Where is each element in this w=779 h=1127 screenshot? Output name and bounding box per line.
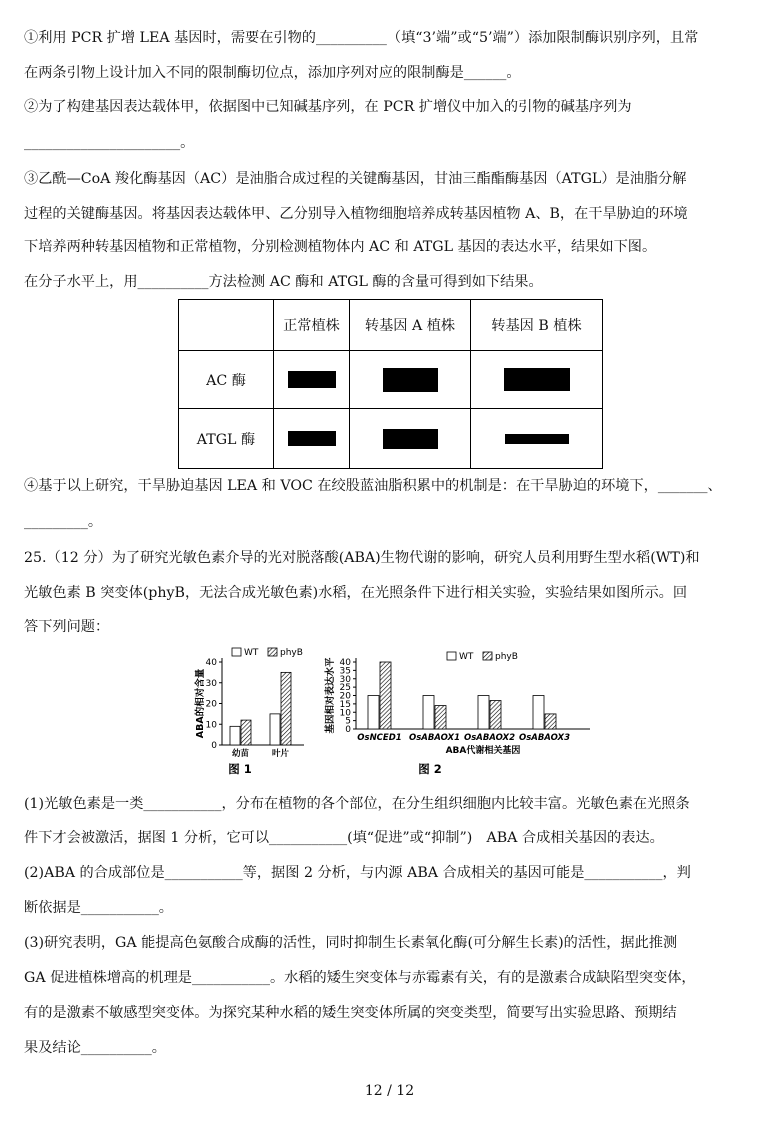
- text-line: 答下列问题：: [24, 619, 110, 635]
- x-tick-label: OsABAOX2: [463, 733, 516, 743]
- legend-label: WT: [244, 648, 259, 658]
- legend-swatch: [447, 652, 456, 660]
- text-line: ①利用 PCR 扩增 LEA 基因时，需要在引物的__________（填“3’端”或“5’端”）添加限制酶识别序列，且常: [24, 30, 699, 46]
- blot-band: [504, 368, 570, 391]
- text-line: 在分子水平上，用__________方法检测 AC 酶和 ATGL 酶的含量可得到如下结果。: [24, 274, 543, 290]
- text-line: 有的是激素不敏感型突变体。为探究某种水稻的矮生突变体所属的突变类型，简要写出实验思路、预期结: [24, 1005, 677, 1021]
- bar-WT: [533, 696, 544, 730]
- legend-label: WT: [459, 652, 474, 662]
- legend-label: phyB: [280, 648, 303, 658]
- bar-WT: [478, 696, 489, 730]
- y-tick-label: 30: [205, 678, 217, 689]
- bar-phyB: [241, 720, 251, 745]
- figure-title: 图 1: [228, 762, 252, 776]
- table-row: [179, 409, 603, 469]
- y-tick-label: 40: [339, 658, 351, 668]
- x-tick-label: OsNCED1: [357, 733, 402, 743]
- text-line: (2)ABA 的合成部位是___________等，据图 2 分析，与内源 ABA 合成相关的基因可能是___________，判: [24, 865, 691, 881]
- text-line: ______________________。: [24, 135, 195, 151]
- y-tick-label: 15: [339, 699, 351, 710]
- legend-swatch: [483, 652, 492, 660]
- text-line: (1)光敏色素是一类___________，分布在植物的各个部位，在分生组织细胞内比较丰富。光敏色素在光照条: [24, 796, 690, 812]
- legend-swatch: [232, 648, 241, 656]
- x-tick-label: 叶片: [271, 749, 290, 759]
- page-number: 12 / 12: [364, 1083, 415, 1099]
- y-tick-label: 10: [205, 720, 217, 731]
- y-tick-label: 0: [345, 725, 351, 735]
- table-row: [179, 351, 603, 409]
- y-tick-label: 20: [339, 691, 351, 702]
- bar-WT: [423, 696, 434, 730]
- text-line: ③乙酰—CoA 羧化酶基因（AC）是油脂合成过程的关键酶基因，甘油三酯酯酶基因（ATGL）是油脂分解: [24, 171, 687, 187]
- text-line: 在两条引物上设计加入不同的限制酶切位点，添加序列对应的限制酶是______。: [24, 65, 521, 81]
- table-header-cell: [179, 300, 274, 351]
- blot-band: [383, 368, 438, 392]
- row-label: ATGL 酶: [179, 409, 274, 469]
- x-tick-label: 幼苗: [231, 749, 250, 759]
- y-tick-label: 0: [211, 741, 217, 751]
- bar-phyB: [435, 706, 446, 729]
- bar-WT: [270, 714, 280, 745]
- text-line: ④基于以上研究，干旱胁迫基因 LEA 和 VOC 在绞股蓝油脂积累中的机制是：在干旱胁迫的环境下，_______、: [24, 478, 722, 494]
- row-label: AC 酶: [179, 351, 274, 409]
- legend-label: phyB: [495, 652, 518, 662]
- y-tick-label: 35: [339, 666, 351, 677]
- legend-swatch: [268, 648, 277, 656]
- y-tick-label: 20: [205, 699, 217, 710]
- table-header-cell: 正常植株: [274, 300, 350, 351]
- bar-WT: [230, 726, 240, 745]
- bar-phyB: [380, 662, 391, 729]
- text-line: _________。: [24, 514, 103, 530]
- y-tick-label: 30: [339, 674, 351, 685]
- text-line: 过程的关键酶基因。将基因表达载体甲、乙分别导入植物细胞培养成转基因植物 A、B，在干旱胁迫的环境: [24, 206, 688, 222]
- table-header-row: [179, 300, 603, 351]
- text-line: 光敏色素 B 突变体(phyB，无法合成光敏色素)水稻，在光照条件下进行相关实验，实验结果如图所示。回: [24, 585, 688, 601]
- text-line: ②为了构建基因表达载体甲，依据图中已知碱基序列，在 PCR 扩增仪中加入的引物的碱基序列为: [24, 99, 632, 115]
- table-header-cell: 转基因 A 植株: [350, 300, 471, 351]
- figures-svg: [0, 640, 779, 790]
- text-line: 25.（12 分）为了研究光敏色素介导的光对脱落酸(ABA)生物代谢的影响，研究人员利用野生型水稻(WT)和: [24, 550, 700, 566]
- x-axis-label: ABA代谢相关基因: [445, 746, 521, 756]
- text-line: 下培养两种转基因植物和正常植物，分别检测植物体内 AC 和 ATGL 基因的表达水平，结果如下图。: [24, 239, 657, 255]
- y-axis-label: ABA的相对含量: [195, 668, 206, 739]
- text-line: GA 促进植株增高的机理是___________。水稻的矮生突变体与赤霉素有关，有的是激素合成缺陷型突变体，: [24, 970, 696, 986]
- table-header-cell: 转基因 B 植株: [471, 300, 603, 351]
- text-line: 件下才会被激活，据图 1 分析，它可以___________(填“促进”或“抑制”) ABA 合成相关基因的表达。: [24, 830, 664, 846]
- y-axis-label: 基因相对表达水平: [325, 657, 336, 734]
- text-line: 果及结论__________。: [24, 1040, 166, 1056]
- y-tick-label: 10: [339, 708, 351, 719]
- blot-band: [383, 429, 438, 449]
- blot-band: [288, 431, 336, 446]
- text-line: 断依据是___________。: [24, 900, 173, 916]
- y-tick-label: 40: [205, 658, 217, 668]
- x-tick-label: OsABAOX1: [408, 733, 461, 743]
- figure-title: 图 2: [418, 762, 442, 776]
- bar-phyB: [490, 701, 501, 729]
- bar-phyB: [545, 714, 556, 729]
- blot-band: [505, 434, 569, 444]
- x-tick-label: OsABAOX3: [518, 733, 571, 743]
- blot-band: [288, 371, 336, 388]
- western-blot-table: [178, 299, 603, 469]
- bar-WT: [368, 696, 379, 730]
- text-line: (3)研究表明，GA 能提高色氨酸合成酶的活性，同时抑制生长素氧化酶(可分解生长素)的活性，据此推测: [24, 935, 678, 951]
- y-tick-label: 25: [339, 683, 351, 694]
- y-tick-label: 5: [345, 716, 351, 727]
- bar-phyB: [281, 672, 291, 745]
